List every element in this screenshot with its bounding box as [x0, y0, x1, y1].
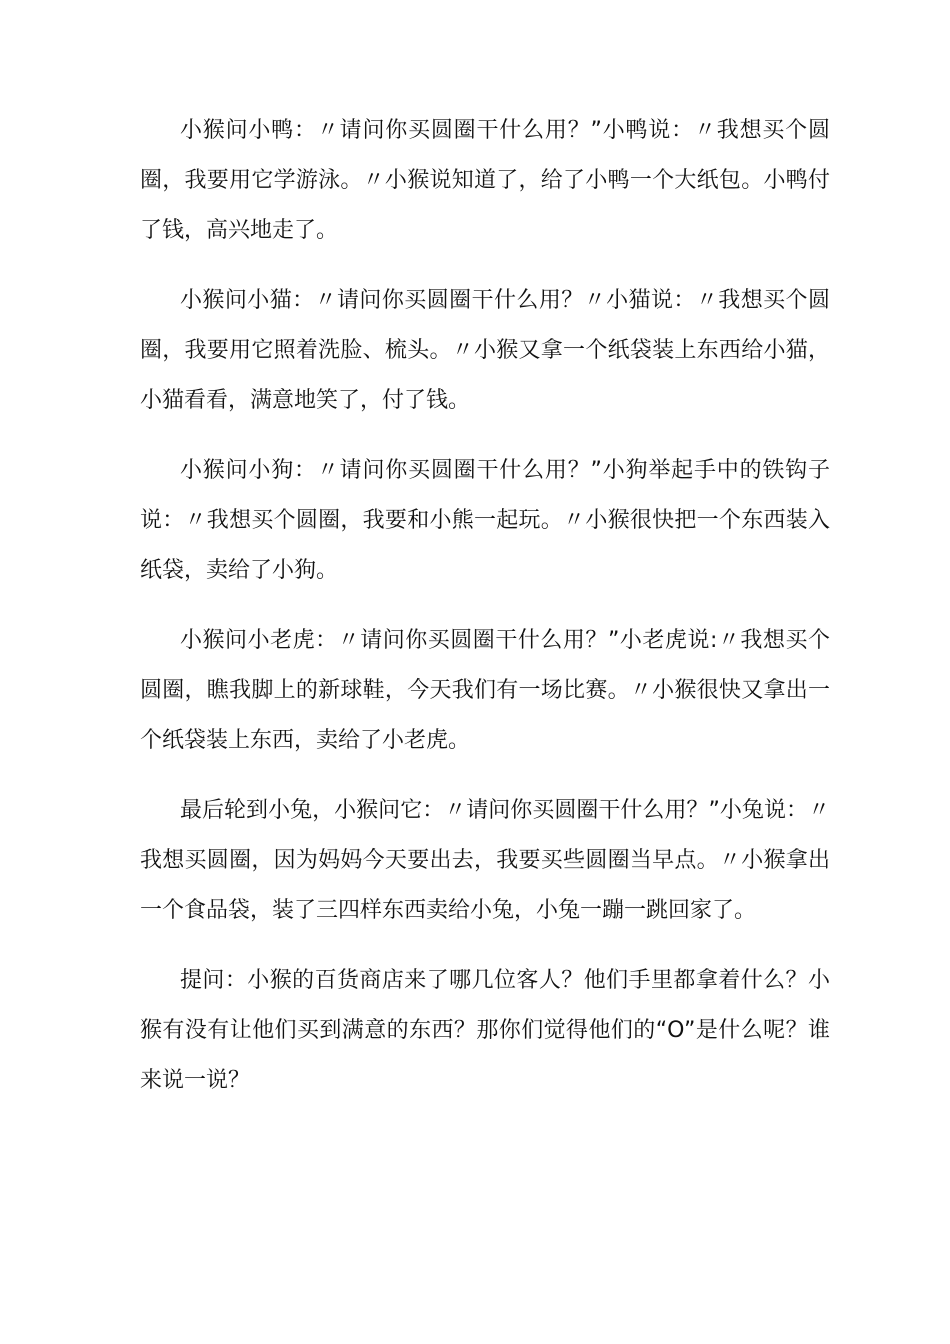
paragraph-question: 提问：小猴的百货商店来了哪几位客人？他们手里都拿着什么？小猴有没有让他们买到满意的东西？那你们觉得他们的“O”是什么呢？谁来说一说？	[140, 968, 830, 1093]
paragraph-tiger: 小猴问小老虎：〃请问你买圆圈干什么用？”小老虎说:〃我想买个圆圈，瞧我脚上的新球鞋，今天我们有一场比赛。〃小猴很快又拿出一个纸袋装上东西，卖给了小老虎。	[140, 628, 830, 753]
document-body	[140, 106, 830, 1126]
paragraph-cat: 小猴问小猫：〃请问你买圆圈干什么用？〃小猫说：〃我想买个圆圈，我要用它照着洗脸、梳头。〃小猴又拿一个纸袋装上东西给小猫，小猫看看，满意地笑了，付了钱。	[140, 288, 830, 413]
paragraph-rabbit: 最后轮到小兔，小猴问它：〃请问你买圆圈干什么用？”小兔说：〃我想买圆圈，因为妈妈今天要出去，我要买些圆圈当早点。〃小猴拿出一个食品袋，装了三四样东西卖给小兔，小兔一蹦一跳回家了。	[140, 798, 830, 923]
paragraph-dog: 小猴问小狗：〃请问你买圆圈干什么用？”小狗举起手中的铁钩子说：〃我想买个圆圈，我要和小熊一起玩。〃小猴很快把一个东西装入纸袋，卖给了小狗。	[140, 458, 830, 583]
paragraph-duck: 小猴问小鸭：〃请问你买圆圈干什么用？”小鸭说：〃我想买个圆圈，我要用它学游泳。〃小猴说知道了，给了小鸭一个大纸包。小鸭付了钱，高兴地走了。	[140, 118, 830, 243]
